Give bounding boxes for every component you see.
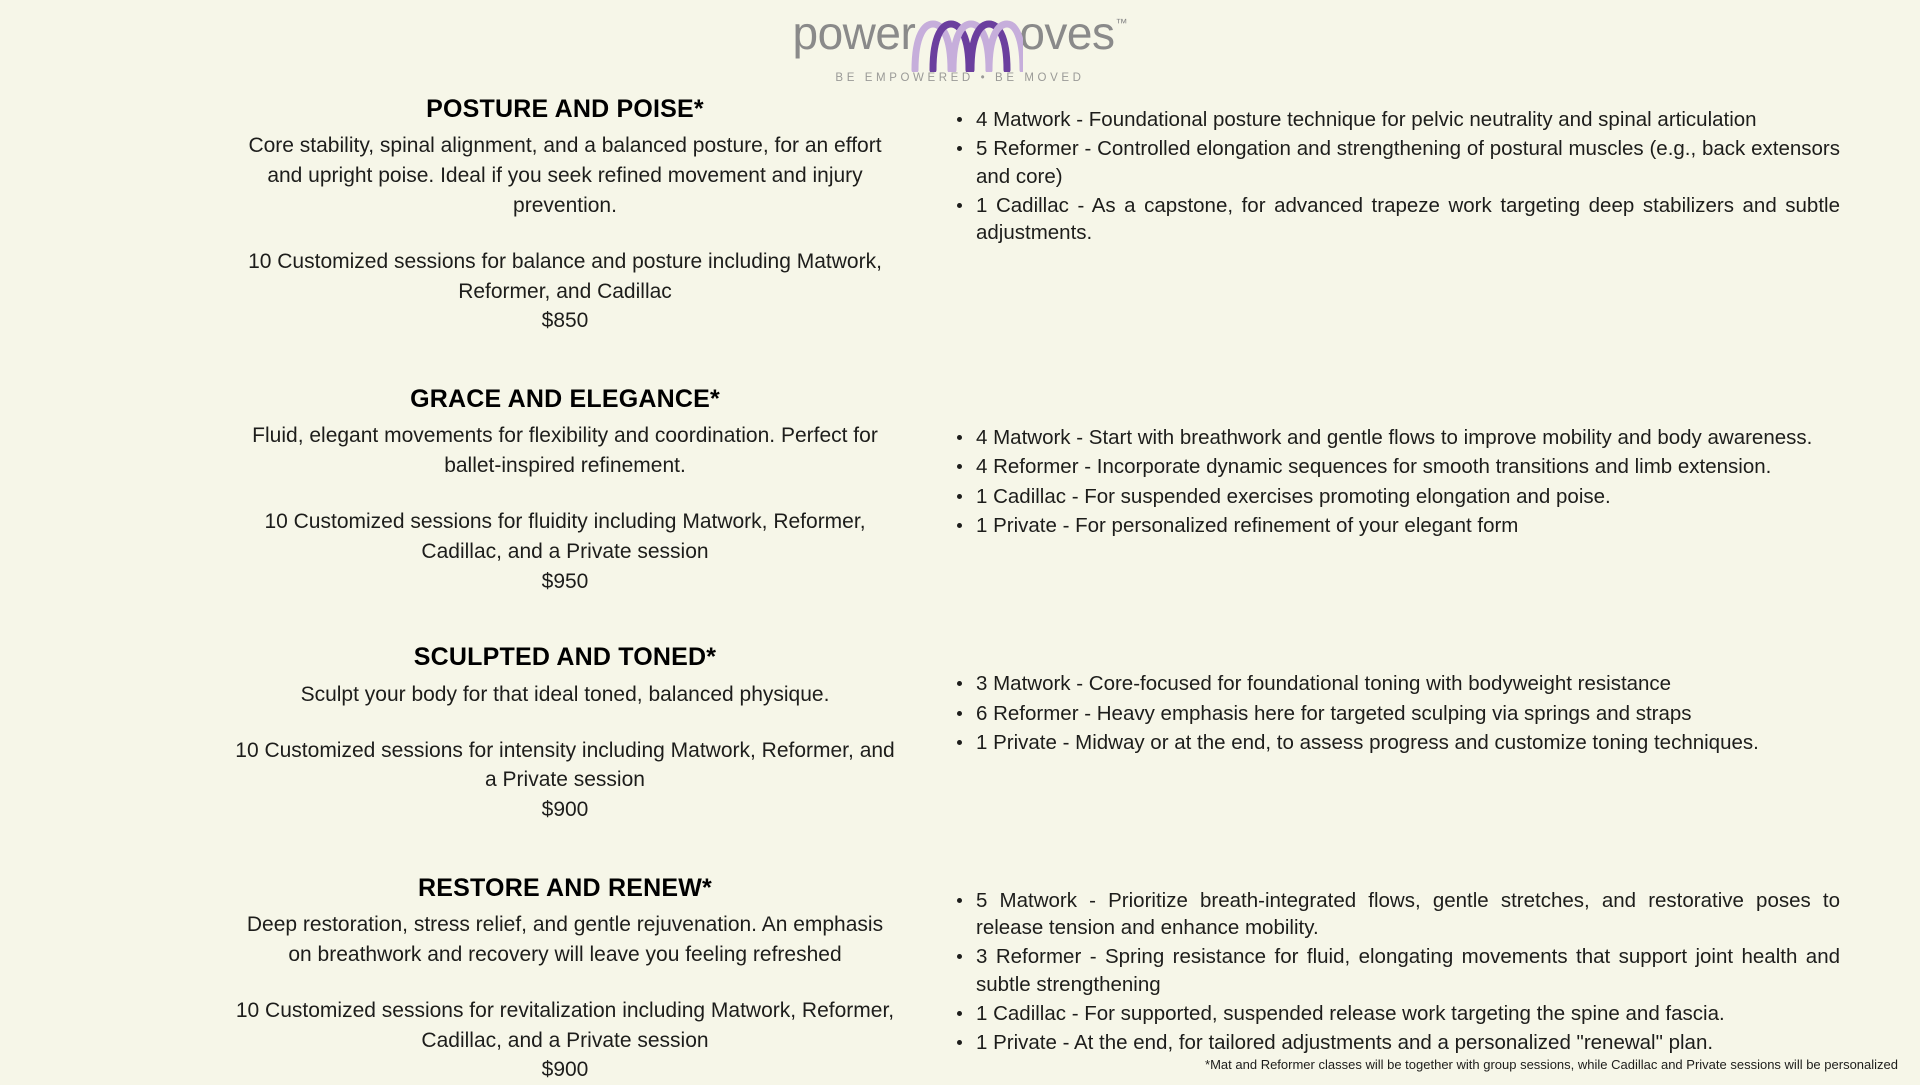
- list-item: 3 Reformer - Spring resistance for fluid, elongating movements that support joint health and subtle strengthening: [950, 943, 1840, 998]
- program-title: POSTURE AND POISE*: [426, 95, 704, 123]
- program-section: [0, 384, 1920, 596]
- list-item: 1 Cadillac - As a capstone, for advanced trapeze work targeting deep stabilizers and subtle adjustments.: [950, 192, 1840, 247]
- program-summary: [235, 873, 895, 1085]
- brand-tagline: BE EMPOWERED • BE MOVED: [835, 72, 1085, 84]
- list-item: 4 Matwork - Start with breathwork and gentle flows to improve mobility and body awareness.: [950, 424, 1840, 451]
- program-details: [895, 384, 1920, 596]
- list-item: 4 Matwork - Foundational posture technique for pelvic neutrality and spinal articulation: [950, 106, 1840, 133]
- program-summary: [235, 642, 895, 825]
- program-details: [895, 873, 1920, 1085]
- list-item: 5 Matwork - Prioritize breath-integrated flows, gentle stretches, and restorative poses to release tension and enhance mobility.: [950, 887, 1840, 942]
- program-section: [0, 873, 1920, 1085]
- list-item: 6 Reformer - Heavy emphasis here for targeted sculping via springs and straps: [950, 700, 1840, 727]
- program-details: [895, 642, 1920, 825]
- logo-text-moves: oves: [1019, 7, 1115, 59]
- program-description: Sculpt your body for that ideal toned, balanced physique.: [300, 682, 830, 706]
- program-price: $900: [541, 1058, 589, 1082]
- program-details: [895, 94, 1920, 336]
- program-bullet-list: [950, 424, 1840, 539]
- list-item: 5 Reformer - Controlled elongation and strengthening of postural muscles (e.g., back extensors and core): [950, 135, 1840, 190]
- list-item: 1 Private - For personalized refinement of your elegant form: [950, 512, 1840, 539]
- program-price: $850: [541, 309, 589, 333]
- logo-text-power: power: [792, 7, 916, 59]
- program-package: 10 Customized sessions for balance and posture including Matwork, Reformer, and Cadillac: [248, 249, 882, 303]
- program-title: RESTORE AND RENEW*: [418, 873, 712, 902]
- list-item: 1 Private - Midway or at the end, to assess progress and customize toning techniques.: [950, 729, 1840, 756]
- program-section: [0, 642, 1920, 825]
- program-bullet-list: [950, 106, 1840, 246]
- list-item: 1 Cadillac - For supported, suspended release work targeting the spine and fascia.: [950, 1000, 1840, 1027]
- trademark-symbol: ™: [1115, 16, 1128, 30]
- program-summary: [235, 94, 895, 336]
- programs-container: [0, 94, 1920, 1085]
- program-description: Deep restoration, stress relief, and gentle rejuvenation. An emphasis on breathwork and recovery will leave you feeling refreshed: [246, 913, 884, 966]
- list-item: 3 Matwork - Core-focused for foundational toning with bodyweight resistance: [950, 670, 1840, 697]
- program-package: 10 Customized sessions for revitalization including Matwork, Reformer, Cadillac, and a Private session: [235, 998, 895, 1052]
- program-bullet-list: [950, 670, 1840, 756]
- logo: [792, 7, 1128, 66]
- program-package: 10 Customized sessions for fluidity including Matwork, Reformer, Cadillac, and a Private session: [264, 510, 866, 563]
- program-package: 10 Customized sessions for intensity including Matwork, Reformer, and a Private session: [235, 738, 895, 792]
- program-description: Core stability, spinal alignment, and a balanced posture, for an effort and upright poise. Ideal if you seek refined movement and injury prevention.: [248, 134, 882, 217]
- footnote: *Mat and Reformer classes will be together with group sessions, while Cadillac and Private sessions will be personalized: [1205, 1057, 1898, 1072]
- list-item: 1 Private - At the end, for tailored adjustments and a personalized "renewal" plan.: [950, 1029, 1840, 1056]
- list-item: 4 Reformer - Incorporate dynamic sequences for smooth transitions and limb extension.: [950, 453, 1840, 480]
- program-title: SCULPTED AND TONED*: [413, 643, 717, 672]
- program-summary: [235, 384, 895, 596]
- program-description: Fluid, elegant movements for flexibility and coordination. Perfect for ballet-inspired refinement.: [252, 424, 878, 478]
- program-title: GRACE AND ELEGANCE*: [410, 385, 720, 414]
- program-price: $900: [541, 798, 589, 822]
- list-item: 1 Cadillac - For suspended exercises promoting elongation and poise.: [950, 483, 1840, 510]
- program-section: [0, 94, 1920, 336]
- program-bullet-list: [950, 887, 1840, 1057]
- brand-header: [0, 0, 1920, 92]
- logo-wave-mark: [911, 20, 1023, 72]
- program-price: $950: [541, 569, 589, 593]
